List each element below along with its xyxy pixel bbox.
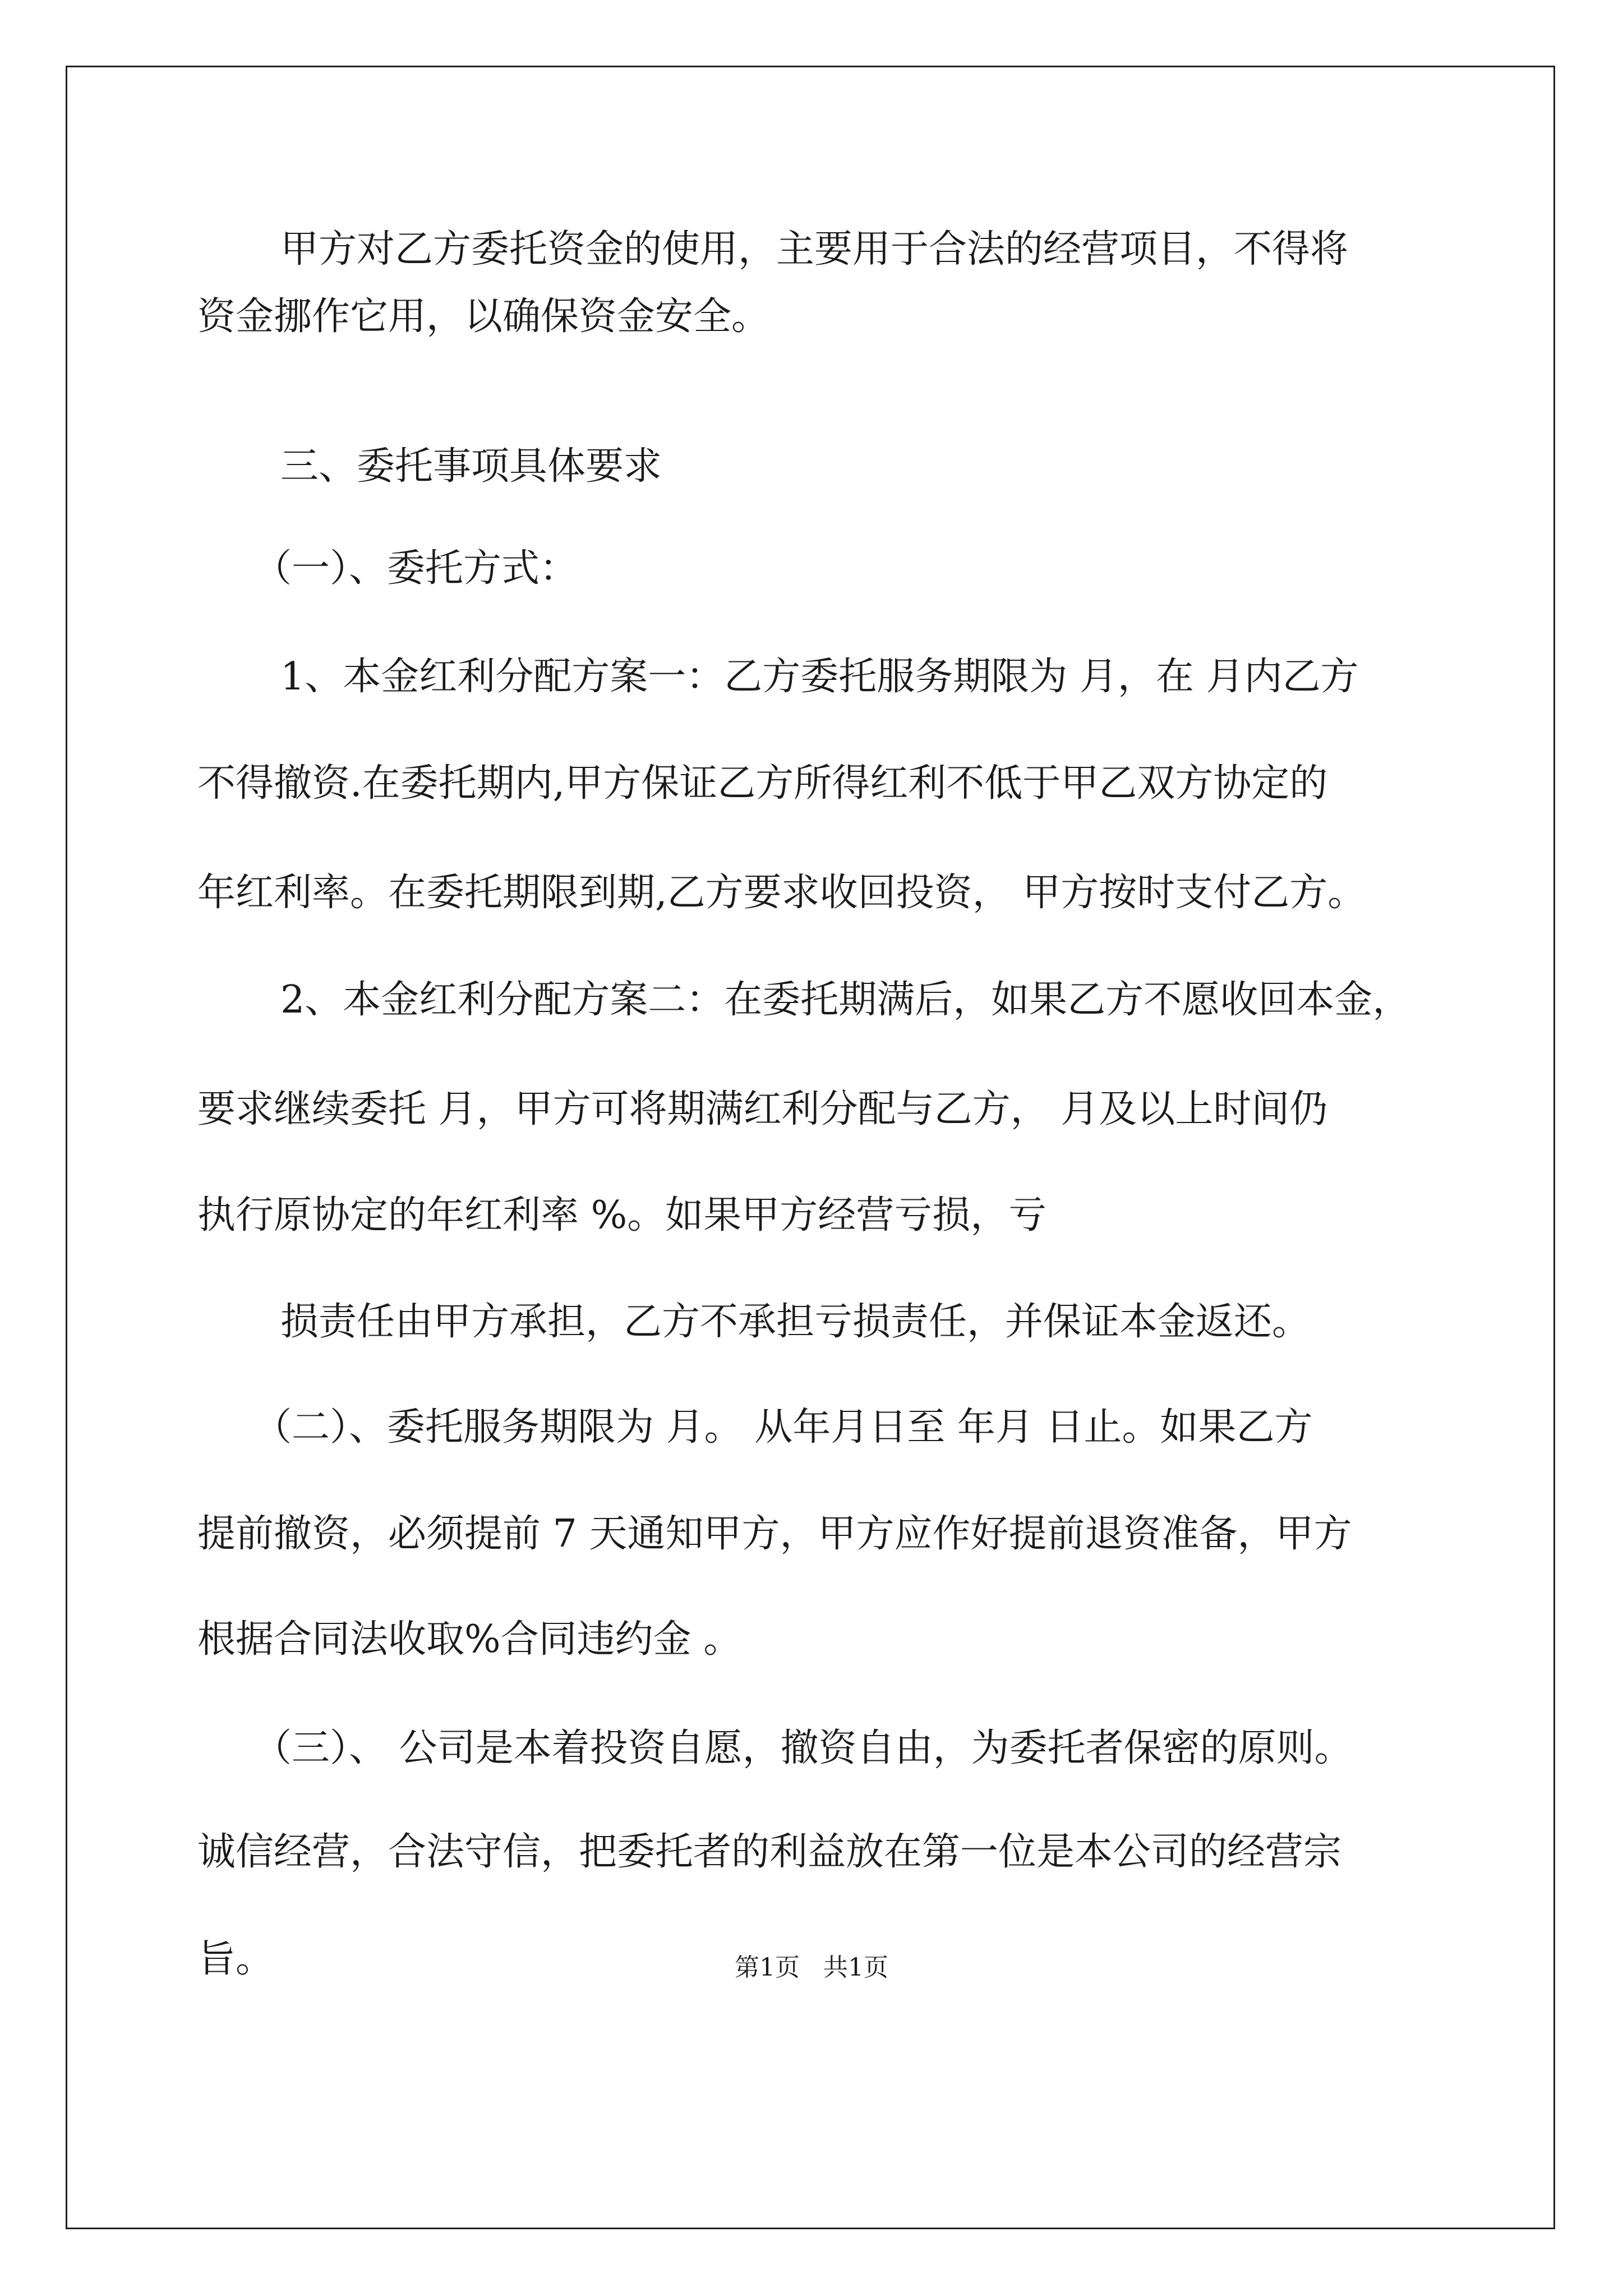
paragraph-line: （三）、 公司是本着投资自愿，撤资自由，为委托者保密的原则。	[253, 1726, 1353, 1770]
paragraph-line: 资金挪作它用，以确保资金安全。	[197, 295, 770, 339]
paragraph-line: 损责任由甲方承担，乙方不承担亏损责任，并保证本金返还。	[280, 1300, 1311, 1344]
page-number-footer: 第1页 共1页	[735, 1953, 888, 1982]
paragraph-line: 提前撤资，必须提前 7 天通知甲方，甲方应作好提前退资准备，甲方	[197, 1512, 1352, 1556]
subsection-heading: （一）、委托方式：	[253, 546, 578, 591]
paragraph-line: （二）、委托服务期限为 月。 从年月日至 年月 日止。如果乙方	[253, 1405, 1313, 1450]
paragraph-line: 执行原协定的年红利率 %。如果甲方经营亏损，亏	[197, 1193, 1047, 1237]
section-heading: 三、委托事项具体要求	[280, 444, 662, 489]
page-border	[66, 66, 1555, 2229]
paragraph-line: 诚信经营，合法守信，把委托者的利益放在第一位是本公司的经营宗	[197, 1830, 1342, 1874]
paragraph-line: 根据合同法收取%合同违约金 。	[197, 1617, 742, 1662]
paragraph-line: 旨。	[197, 1937, 274, 1981]
paragraph-line: 2、本金红利分配方案二：在委托期满后，如果乙方不愿收回本金，	[280, 978, 1411, 1022]
paragraph-line: 要求继续委托 月，甲方可将期满红利分配与乙方， 月及以上时间仍	[197, 1087, 1328, 1131]
paragraph-line: 甲方对乙方委托资金的使用，主要用于合法的经营项目，不得将	[280, 227, 1349, 272]
paragraph-line: 年红利率。在委托期限到期,乙方要求收回投资， 甲方按时支付乙方。	[197, 871, 1366, 915]
paragraph-line: 1、本金红利分配方案一：乙方委托服务期限为 月，在 月内乙方	[280, 655, 1359, 699]
paragraph-line: 不得撤资.在委托期内,甲方保证乙方所得红利不低于甲乙双方协定的	[197, 761, 1328, 806]
